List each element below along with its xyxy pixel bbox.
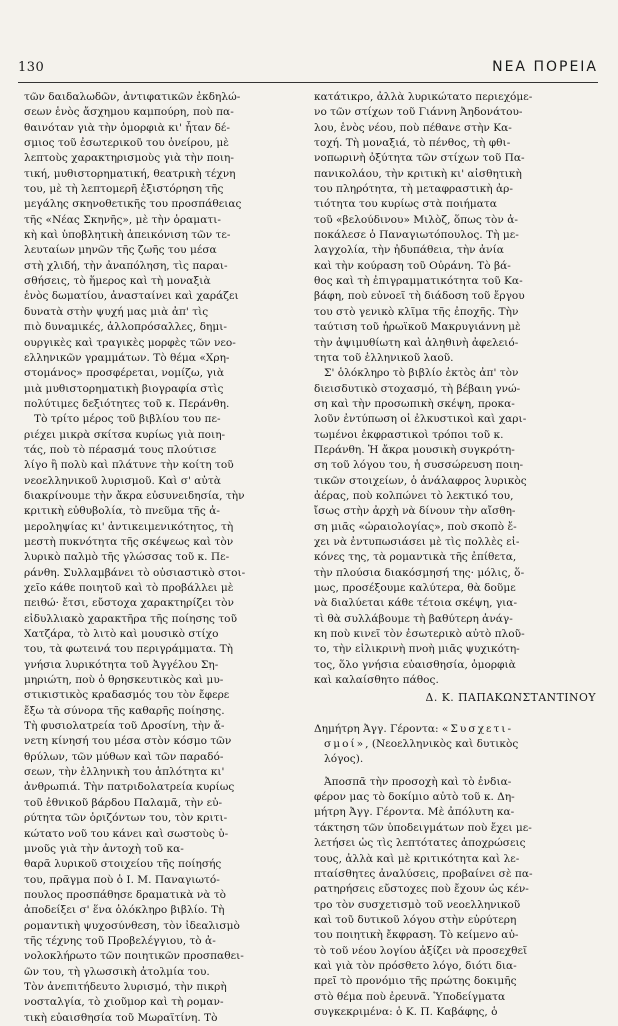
text-line: μεστὴ πυκνότητα τῆς σκέψεως καὶ τὸν	[24, 535, 234, 548]
section-spacer	[314, 706, 596, 722]
reviewed-subtitle-end: λόγος).	[324, 753, 364, 766]
text-line: καὶ τὴν κούραση τοῦ Οὐράνη. Τὸ βά-	[314, 259, 511, 272]
text-line: νεοελληνικοῦ λυρισμοῦ. Καὶ σ' αὐτὰ	[24, 474, 221, 487]
text-line: τιότητα του κυρίως στὰ ποιήματα	[314, 198, 497, 211]
text-line: Σ' ὁλόκληρο τὸ βιβλίο ἐκτὸς ἀπ' τὸν	[324, 367, 519, 380]
text-line: νοπωρινὴ ὀξύτητα τῶν στίχων τοῦ Πα-	[314, 152, 525, 165]
text-line: πταίσθητες ἀναλύσεις, προβαίνει σὲ πα-	[314, 867, 533, 880]
text-line: καὶ καλαίσθητο πάθος.	[314, 674, 439, 687]
text-line: Τὸ τρίτο μέρος τοῦ βιβλίου του πε-	[34, 413, 221, 426]
text-line: λου, ἑνὸς νέου, ποὺ πέθανε στὴν Κα-	[314, 121, 512, 134]
text-line: θρύλων, τῶν μύθων καὶ τῶν παραδό-	[24, 750, 224, 763]
text-line: τοχή. Τὴ μοναξιά, τὸ πένθος, τὴ φθι-	[314, 137, 511, 150]
new-review-text	[314, 775, 596, 1021]
review-heading	[314, 722, 596, 768]
text-line: στικιστικὸς κραδασμός του τὸν ἔφερε	[24, 689, 230, 702]
text-line: ἀέρας, ποὺ κολπώνει τὸ λεκτικό του,	[314, 489, 514, 502]
text-line: νοσταλγία, τὸ χιοῦμορ καὶ τὴ ρομαν-	[24, 996, 224, 1009]
review-continuation	[314, 90, 596, 688]
text-line: τητα τοῦ ἑλληνικοῦ λαοῦ.	[314, 351, 454, 364]
text-line: ἑνὸς δωματίου, ἀνασταίνει καὶ χαράζει	[24, 290, 239, 303]
text-line: πειθώ· ἔτσι, εὔστοχα χαρακτηρίζει τὸν	[24, 597, 234, 610]
text-line: εἰδυλλιακὸ χαρακτῆρα τῆς ποίησης τοῦ	[24, 612, 238, 625]
text-line: τῆς «Νέας Σκηνῆς», μὲ τὴν ὁραματι-	[24, 213, 221, 226]
text-line: νετη κίνησή του μέσα στὸν κόσμο τῶν	[24, 735, 232, 748]
text-line: κόνες της, τὰ ρομαντικὰ τῆς ἐπίθετα,	[314, 551, 517, 564]
text-line: σεων, τὴν ἑλληνικὴ του ἁπλότητα κι'	[24, 766, 225, 779]
text-line: σμιος τοῦ ἐσωτερικοῦ του ὀνείρου, μὲ	[24, 137, 229, 150]
text-line: ουργικὲς καὶ τραγικὲς μορφὲς τῶν νεο-	[24, 336, 236, 349]
reviewed-subtitle: , (Νεοελληνικὸς καὶ δυτικὸς	[365, 738, 519, 751]
text-line: τρο τὸν συσχετισμὸ τοῦ νεοελληνικοῦ	[314, 898, 521, 911]
page-number: 130	[18, 60, 45, 75]
text-line: λευταίων μηνῶν τῆς ζωῆς του μέσα	[24, 244, 217, 257]
text-line: κριτικὴ εὐθυβολία, τὸ πνεῦμα τῆς ἀ-	[24, 505, 220, 518]
text-line: το, τὴν εἰλικρινὴ πνοὴ μιᾶς ψυχικότη-	[314, 643, 520, 656]
text-line: λετήσει ὡς τὶς λεπτότατες ἀποχρώσεις	[314, 837, 526, 850]
text-line: ρομαντικὴ ψυχοσύνθεση, τὸν ἰδεαλισμὸ	[24, 919, 240, 932]
author-signature: Δ. Κ. ΠΑΠΑΚΩΝΣΤΑΝΤΙΝΟΥ	[425, 691, 596, 705]
text-line: τοῦ ἐθνικοῦ βάρδου Παλαμᾶ, τὴν εὐ-	[24, 796, 223, 809]
text-line: λοῦν ἐντύπωση οἱ ἐλκυστικοὶ καὶ χαρι-	[314, 413, 527, 426]
text-line: σθήσεις, τὸ ἥμερος καὶ τὴ μοναξιὰ	[24, 275, 211, 288]
reviewed-title-part1: «Συσχετι-	[441, 722, 514, 735]
text-line: ση καὶ τὴν προσωπικὴ σκέψη, προκα-	[314, 397, 515, 410]
text-line: τική, μυθιστορηματική, θεατρικὴ τέχνη	[24, 167, 236, 180]
text-line: διακρίνουμε τὴν ἄκρα εὐσυνειδησία, τὴν	[24, 489, 245, 502]
text-line: μνοῦς γιὰ τὴν ἀντοχὴ τοῦ κα-	[24, 842, 184, 855]
text-line: μεροληψίας κι' ἀντικειμενικότητος, τὴ	[24, 520, 234, 533]
text-line: μεγάλης σκηνοθετικῆς του προσπάθειας	[24, 198, 242, 211]
text-line: σεων ἑνὸς ἄσχημου καμπούρη, ποὺ πα-	[24, 106, 234, 119]
text-line: νολοκλήρωτο τῶν ποιητικῶν προσπαθει-	[24, 950, 244, 963]
text-line: νο τῶν στίχων τοῦ Γιάννη Ἀηδονάτου-	[314, 106, 523, 119]
text-line: ελληνικῶν γραμμάτων. Τὸ θέμα «Χρη-	[24, 351, 230, 364]
text-line: τικὴ εὐαισθησία τοῦ Μωραϊτίνη. Τὸ	[24, 1011, 218, 1024]
text-line: συγκεκριμένα: ὁ Κ. Π. Καβάφης, ὁ	[314, 1005, 498, 1018]
text-line: τοῦ «βελούδινου» Μιλὸζ, ὅπως τὸν ἀ-	[314, 213, 518, 226]
text-line: ράνθη. Συλλαμβάνει τὸ οὐσιαστικὸ στοι-	[24, 566, 246, 579]
text-line: κατάτικρο, ἀλλὰ λυρικώτατο περιεχόμε-	[314, 91, 533, 103]
text-line: θος καὶ τὴ ἐπιγραμματικότητα τοῦ Κα-	[314, 275, 523, 288]
text-line: τος, ὅλο γνήσια εὐαισθησία, ὀμορφιὰ	[314, 658, 516, 671]
text-line: ἀνθρωπιά. Τὴν πατριδολατρεία κυρίως	[24, 781, 235, 794]
text-line: ταύτιση τοῦ ἡρωϊκοῦ Μακρυγιάννη μὲ	[314, 321, 521, 334]
text-line: στὴ χλιδή, τὴν ἀναπόληση, τὶς παραι-	[24, 259, 228, 272]
text-line: ση μιᾶς «ὡραιολογίας», ποὺ σκοπὸ ἔ-	[314, 520, 517, 533]
right-column	[314, 90, 596, 1020]
text-line: στομάνος» προσφέρεται, νομίζω, γιὰ	[24, 367, 225, 380]
text-line: ρατηρήσεις εὔστοχες ποὺ ἔχουν ὡς κέν-	[314, 883, 529, 896]
text-line: του πληρότητα, τὴ μεταφραστικὴ ἀρ-	[314, 183, 513, 196]
text-line: θαρᾶ λυρικοῦ στοιχείου τῆς ποίησής	[24, 858, 222, 871]
left-column	[24, 90, 299, 1026]
text-line: κὴ καὶ ὑποβλητικὴ ἀπεικόνιση τῶν τε-	[24, 229, 231, 242]
text-line: πιὸ δυναμικές, ἀλλοπρόσαλλες, δημι-	[24, 321, 227, 334]
text-line: βάφη, ποὺ εὐνοεῖ τὴ διάδοση τοῦ ἔργου	[314, 290, 525, 303]
text-line: τους, ἀλλὰ καὶ μὲ κριτικότητα καὶ λε-	[314, 852, 520, 865]
header-rule	[18, 82, 598, 83]
text-line: θαινόταν γιὰ τὴν ὀμορφιὰ κι' ἦταν δέ-	[24, 121, 230, 134]
text-line: ῶν του, τὴ γλωσσικὴ ἀτολμία του.	[24, 965, 210, 978]
text-line: ρύτητα τῶν ὁριζόντων του, τὸν κριτι-	[24, 812, 228, 825]
text-line: στὸ θέμα ποὺ ἐρευνᾶ. Ὑποδείγματα	[314, 990, 506, 1003]
reviewed-title-part2: σμοί»	[324, 738, 366, 751]
text-line: πρεῖ τὸ προνόμιο τῆς πρώτης δοκιμῆς	[314, 975, 517, 988]
text-line: χεῖο κάθε ποιητοῦ καὶ τὸ προβάλλει μὲ	[24, 582, 234, 594]
text-line: του, πρᾶγμα ποὺ ὁ Ι. Μ. Παναγιωτό-	[24, 873, 220, 886]
text-line: Περάνθη. Ἡ ἄκρα μουσικὴ συγκρότη-	[314, 443, 515, 456]
text-line: ἔξω τὰ σύνορα τῆς καθαρῆς ποίησης.	[24, 704, 225, 717]
text-line: τῶν δαιδαλωδῶν, ἀντιφατικῶν ἐκδηλώ-	[24, 91, 241, 103]
text-line: ποκάλεσε ὁ Παναγιωτόπουλος. Τὴ με-	[314, 229, 519, 242]
text-line: πανικολάου, τὴν κριτικὴ κι' αἰσθητικὴ	[314, 167, 522, 180]
text-line: του στὸ γενικὸ κλῖμα τῆς ἐποχῆς. Τὴν	[314, 305, 519, 318]
text-line: καὶ γιὰ τὸν πρόσθετο λόγο, διότι δια-	[314, 959, 517, 972]
text-line: ἀποδείξει σ' ἕνα ὁλόκληρο βιβλίο. Τὴ	[24, 904, 225, 917]
text-line: Χατζάρα, τὸ λιτὸ καὶ μουσικὸ στίχο	[24, 628, 219, 641]
text-line: τάς, ποὺ τὸ πέρασμά τους πλούτισε	[24, 443, 217, 456]
text-line: του ποιητικὴ ἔκφραση. Τὸ κείμενο αὐ-	[314, 929, 519, 942]
text-line: μιὰ μυθιστορηματικὴ βιογραφία στὶς	[24, 382, 224, 395]
text-line: τωμένοι ἐκφραστικοὶ τρόποι τοῦ κ.	[314, 428, 504, 441]
text-line: τικῶν στοιχείων, ὁ ἀνάλαφρος λυρικὸς	[314, 474, 527, 487]
text-line: Ἀποσπᾶ τὴν προσοχὴ καὶ τὸ ἐνδια-	[324, 775, 512, 788]
text-line: λυρικὸ παλμὸ τῆς γλώσσας τοῦ κ. Πε-	[24, 551, 230, 564]
text-line: τῆς τέχνης τοῦ Προβελέγγιου, τὸ ἀ-	[24, 934, 216, 947]
text-line: μήτρη Ἀγγ. Γέροντα. Μὲ ἀπόλυτη κα-	[314, 806, 515, 819]
text-line: πολύτιμες δεξιότητες τοῦ κ. Περάνθη.	[24, 397, 230, 410]
text-line: γνήσια λυρικότητα τοῦ Ἀγγέλου Ση-	[24, 658, 219, 671]
text-line: μηριώτη, ποὺ ὁ θρησκευτικὸς καὶ μυ-	[24, 674, 224, 687]
text-line: ση τοῦ λόγου του, ἡ συσσώρευση ποιη-	[314, 459, 524, 472]
text-line: τάκτηση τῶν ὑποδειγμάτων ποὺ ἔχει με-	[314, 821, 532, 834]
text-line: του, τὰ φωτεινά του περιγράμματα. Τὴ	[24, 643, 233, 656]
text-line: διεισδυτικὸ στοχασμό, τὴ βέβαιη γνώ-	[314, 382, 521, 395]
text-line: χει νὰ ἐντυπωσιάσει μὲ τὶς πολλὲς εἰ-	[314, 535, 520, 548]
text-line: λεπτοὺς χαρακτηρισμοὺς γιὰ τὴν ποιη-	[24, 152, 234, 165]
text-line: τὴν πλούσια διακόσμησή της· μόλις, ὅ-	[314, 566, 525, 579]
text-line: Τὴ φυσιολατρεία τοῦ Δροσίνη, τὴν ἄ-	[24, 720, 225, 733]
text-line: καὶ τοῦ δυτικοῦ λόγου στὴν εὐρύτερη	[314, 913, 517, 926]
text-line: τὴν ἀψιμυθίωτη καὶ ἀληθινὴ ἀφελειό-	[314, 336, 519, 349]
text-line: κώτατο νοῦ του κάνει καὶ σωστοὺς ὑ-	[24, 827, 229, 840]
running-head: ΝΕΑ ΠΟΡΕΙΑ	[492, 59, 598, 75]
text-line: φέρον μας τὸ δοκίμιο αὐτὸ τοῦ κ. Δη-	[314, 791, 515, 804]
text-line: λαγχολία, τὴν ἠδυπάθεια, τὴν ἀνία	[314, 244, 504, 257]
text-line: ριέχει μικρὰ σκίτσα κυρίως γιὰ ποιη-	[24, 428, 226, 441]
text-line: λίγο ἢ πολὺ καὶ πλάτυνε τὴν κοίτη τοῦ	[24, 459, 234, 472]
text-line: Τὸν ἀνεπιτήδευτο λυρισμό, τὴν πικρὴ	[24, 980, 227, 993]
text-line: μως, προσέξουμε καλύτερα, θὰ δοῦμε	[314, 582, 516, 594]
text-line: τὶ θὰ συλλάβουμε τὴ βαθύτερη ἀνάγ-	[314, 612, 513, 625]
reviewed-author: Δημήτρη Ἀγγ. Γέροντα:	[314, 722, 442, 735]
text-line: ἴσως στὴν ἀρχὴ νὰ δίνουν τὴν αἴσθη-	[314, 505, 516, 518]
text-line: τὸ τοῦ νέου λογίου ἀξίζει νὰ προσεχθεῖ	[314, 944, 528, 957]
text-line: κη ποὺ κινεῖ τὸν ἐσωτερικὸ αὐτὸ πλοῦ-	[314, 628, 525, 641]
text-line: νὰ διαλύεται κάθε τέτοια σκέψη, για-	[314, 597, 518, 610]
text-line: του, μὲ τὴ λεπτομερῆ ἐξιστόρηση τῆς	[24, 183, 224, 196]
text-line: πουλος προσπάθησε δραματικὰ νὰ τὸ	[24, 888, 227, 901]
heading-gap	[314, 768, 596, 775]
text-line: δυνατὰ στὴν ψυχή μας μιὰ ἀπ' τὶς	[24, 305, 209, 318]
